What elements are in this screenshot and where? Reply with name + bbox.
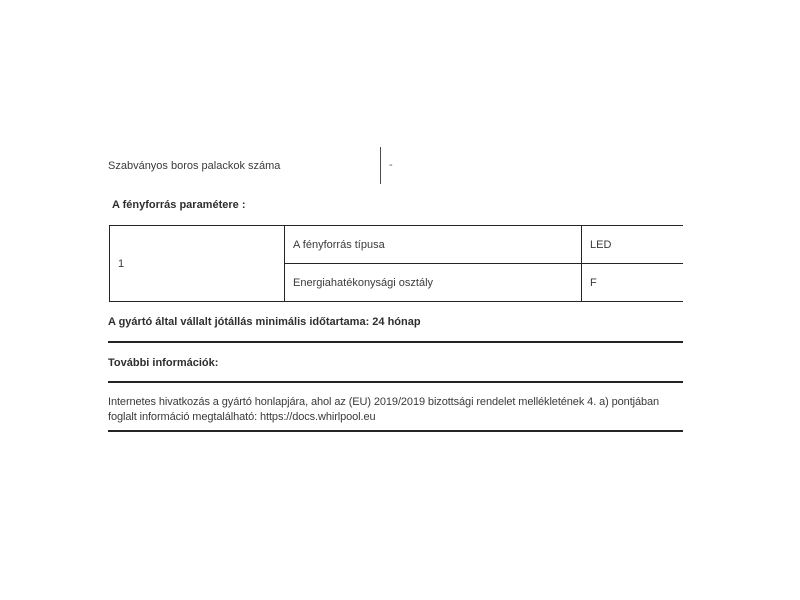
- table-index-value: 1: [118, 257, 125, 270]
- info-paragraph-line: Internetes hivatkozás a gyártó honlapjára, ahol az (EU) 2019/2019 bizottsági rendelet mellékletének 4. a) pontjában: [108, 396, 660, 408]
- table-row: [285, 264, 683, 301]
- table-row-value: F: [590, 276, 597, 289]
- spec-row-label: Szabványos boros palackok száma: [108, 160, 281, 172]
- horizontal-rule: [108, 430, 683, 432]
- warranty-statement: A gyártó által vállalt jótállás minimális időtartama: 24 hónap: [108, 316, 421, 328]
- table-rows-column: [285, 226, 683, 301]
- horizontal-rule: [108, 381, 683, 383]
- spec-row-value: -: [389, 159, 393, 171]
- light-source-section-heading: A fényforrás paramétere :: [112, 199, 246, 211]
- table-row-label: A fényforrás típusa: [285, 226, 582, 263]
- spec-row-cell-divider: [380, 147, 381, 184]
- table-row: [285, 226, 683, 264]
- table-row-label: Energiahatékonysági osztály: [285, 264, 582, 301]
- more-info-heading: További információk:: [108, 357, 219, 369]
- table-index-cell: [110, 226, 285, 301]
- info-paragraph-line: foglalt információ megtalálható: https://docs.whirlpool.eu: [108, 411, 376, 423]
- table-row-value: LED: [590, 238, 612, 251]
- light-source-table: [109, 225, 683, 302]
- horizontal-rule: [108, 341, 683, 343]
